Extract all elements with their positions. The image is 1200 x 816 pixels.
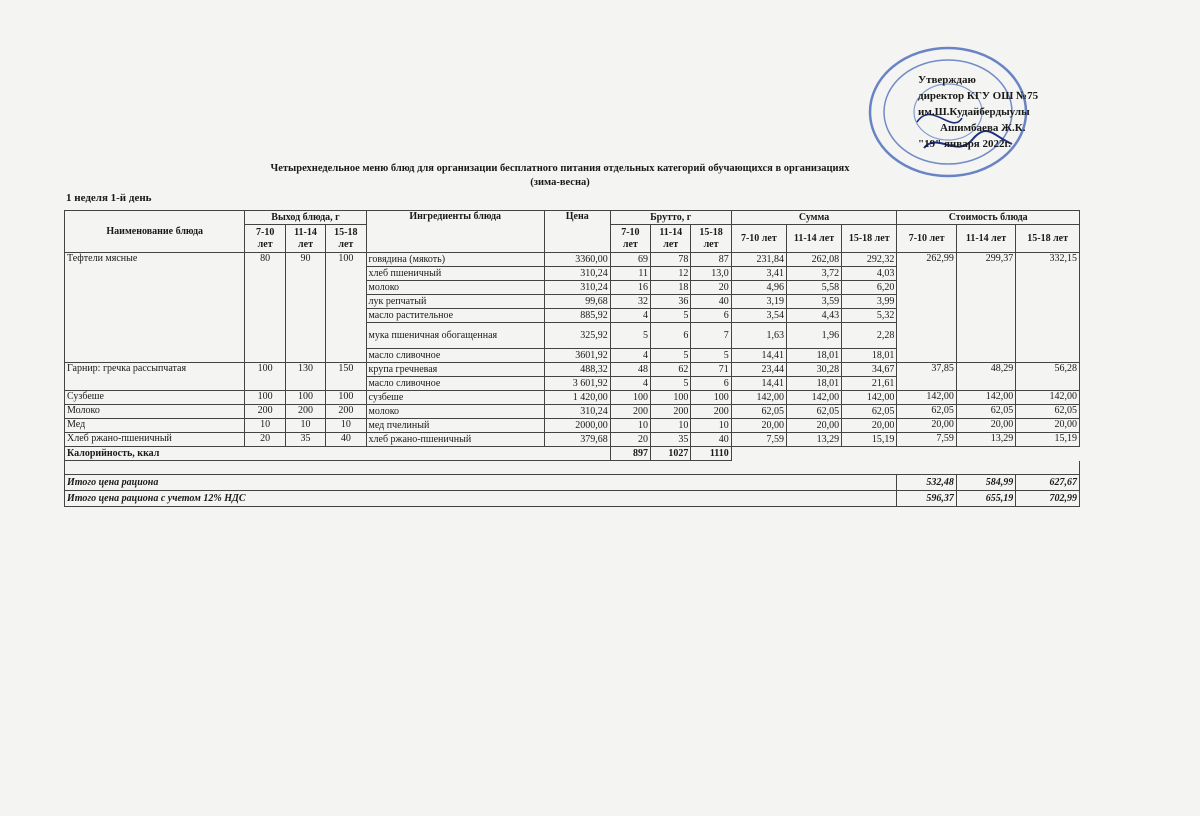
ingredient-brutto: 10: [610, 419, 650, 433]
ingredient-price: 325,92: [544, 323, 610, 349]
ingredient-brutto: 4: [610, 377, 650, 391]
ingredient-price: 310,24: [544, 405, 610, 419]
ingredient-brutto: 4: [610, 349, 650, 363]
dish-output: 130: [285, 363, 325, 391]
week-label: 1 неделя 1-й день: [66, 192, 152, 204]
ingredient-brutto: 5: [610, 323, 650, 349]
ingredient-sum: 142,00: [786, 391, 841, 405]
ingredient-brutto: 10: [691, 419, 731, 433]
ingredient-sum: 14,41: [731, 377, 786, 391]
ingredient-sum: 3,54: [731, 309, 786, 323]
header-sum: Сумма: [731, 211, 897, 225]
ingredient-sum: 262,08: [786, 253, 841, 267]
dish-output: 200: [245, 405, 285, 419]
table-row: [65, 405, 1080, 419]
ingredient-brutto: 18: [651, 281, 691, 295]
ingredient-brutto: 78: [651, 253, 691, 267]
total-label: Итого цена рациона с учетом 12% НДС: [65, 491, 897, 507]
ingredient-name: крупа гречневая: [366, 363, 544, 377]
header-output: Выход блюда, г: [245, 211, 366, 225]
header-age: 11-14 лет: [285, 225, 325, 253]
ingredient-brutto: 20: [691, 281, 731, 295]
ingredient-sum: 23,44: [731, 363, 786, 377]
ingredient-price: 2000,00: [544, 419, 610, 433]
ingredient-price: 310,24: [544, 281, 610, 295]
dish-output: 20: [245, 433, 285, 447]
ingredient-sum: 20,00: [786, 419, 841, 433]
ingredient-brutto: 62: [651, 363, 691, 377]
ingredient-sum: 5,32: [842, 309, 897, 323]
header-age: 7-10 лет: [245, 225, 285, 253]
ingredient-brutto: 69: [610, 253, 650, 267]
header-age: 7-10 лет: [731, 225, 786, 253]
ingredient-price: 310,24: [544, 267, 610, 281]
ingredient-name: хлеб пшеничный: [366, 267, 544, 281]
ingredient-sum: 3,72: [786, 267, 841, 281]
header-age: 7-10 лет: [897, 225, 956, 253]
ingredient-brutto: 100: [610, 391, 650, 405]
header-age: 15-18 лет: [691, 225, 731, 253]
ingredient-brutto: 5: [651, 349, 691, 363]
table-row: [65, 433, 1080, 447]
dish-output: 35: [285, 433, 325, 447]
ingredient-price: 1 420,00: [544, 391, 610, 405]
total-value: 702,99: [1016, 491, 1080, 507]
ingredient-brutto: 6: [691, 309, 731, 323]
ingredient-sum: 4,43: [786, 309, 841, 323]
header-age: 15-18 лет: [326, 225, 366, 253]
ingredient-sum: 5,58: [786, 281, 841, 295]
ingredient-sum: 4,03: [842, 267, 897, 281]
ingredient-sum: 15,19: [842, 433, 897, 447]
dish-output: 80: [245, 253, 285, 363]
dish-cost: 62,05: [897, 405, 956, 419]
calories-label: Калорийность, ккал: [65, 447, 611, 461]
dish-cost: 142,00: [956, 391, 1015, 405]
ingredient-sum: 13,29: [786, 433, 841, 447]
dish-output: 100: [326, 253, 366, 363]
ingredient-brutto: 40: [691, 295, 731, 309]
approval-line: Ашимбаева Ж.К.: [940, 122, 1026, 134]
dish-cost: 20,00: [897, 419, 956, 433]
empty-cell: [731, 447, 1079, 461]
total-value: 627,67: [1016, 475, 1080, 491]
calories-row: [65, 447, 1080, 461]
header-age: 15-18 лет: [1016, 225, 1080, 253]
ingredient-sum: 18,01: [842, 349, 897, 363]
title-subline: (зима-весна): [530, 177, 590, 188]
header-age: 11-14 лет: [956, 225, 1015, 253]
header-brutto: Брутто, г: [610, 211, 731, 225]
ingredient-sum: 3,99: [842, 295, 897, 309]
ingredient-sum: 7,59: [731, 433, 786, 447]
total-value: 532,48: [897, 475, 956, 491]
total-value: 584,99: [956, 475, 1015, 491]
table-header: [65, 211, 1080, 253]
header-price: Цена: [544, 211, 610, 253]
dish-output: 10: [326, 419, 366, 433]
total-row: [65, 491, 1080, 507]
header-dish: Наименование блюда: [65, 211, 245, 253]
ingredient-name: мука пшеничная обогащенная: [366, 323, 544, 349]
ingredient-sum: 62,05: [731, 405, 786, 419]
ingredient-name: сузбеше: [366, 391, 544, 405]
ingredient-brutto: 87: [691, 253, 731, 267]
ingredient-brutto: 48: [610, 363, 650, 377]
ingredient-name: молоко: [366, 281, 544, 295]
ingredient-sum: 18,01: [786, 377, 841, 391]
ingredient-name: масло сливочное: [366, 377, 544, 391]
title-line: Четырехнедельное меню блюд для организации бесплатного питания отдельных категорий обучающихся в организациях: [270, 163, 850, 174]
ingredient-sum: 3,41: [731, 267, 786, 281]
dish-cost: 262,99: [897, 253, 956, 363]
ingredient-sum: 231,84: [731, 253, 786, 267]
header-age: 11-14 лет: [786, 225, 841, 253]
spacer-row: [65, 461, 1080, 475]
ingredient-brutto: 100: [651, 391, 691, 405]
menu-table: [64, 210, 1080, 507]
dish-cost: 62,05: [956, 405, 1015, 419]
dish-output: 10: [285, 419, 325, 433]
dish-name: Хлеб ржано-пшеничный: [65, 433, 245, 447]
ingredient-sum: 34,67: [842, 363, 897, 377]
ingredient-name: масло сливочное: [366, 349, 544, 363]
ingredient-name: лук репчатый: [366, 295, 544, 309]
ingredient-brutto: 13,0: [691, 267, 731, 281]
table-row: [65, 253, 1080, 267]
ingredient-price: 3360,00: [544, 253, 610, 267]
dish-name: Гарнир: гречка рассыпчатая: [65, 363, 245, 391]
ingredient-brutto: 5: [651, 377, 691, 391]
dish-cost: 48,29: [956, 363, 1015, 391]
ingredient-name: говядина (мякоть): [366, 253, 544, 267]
dish-cost: 15,19: [1016, 433, 1080, 447]
ingredient-brutto: 12: [651, 267, 691, 281]
ingredient-sum: 292,32: [842, 253, 897, 267]
dish-output: 90: [285, 253, 325, 363]
dish-output: 200: [326, 405, 366, 419]
dish-cost: 37,85: [897, 363, 956, 391]
ingredient-brutto: 71: [691, 363, 731, 377]
dish-cost: 7,59: [897, 433, 956, 447]
ingredient-sum: 3,19: [731, 295, 786, 309]
ingredient-price: 3601,92: [544, 349, 610, 363]
ingredient-brutto: 11: [610, 267, 650, 281]
dish-cost: 62,05: [1016, 405, 1080, 419]
dish-cost: 142,00: [1016, 391, 1080, 405]
ingredient-brutto: 200: [691, 405, 731, 419]
approval-line: "19" января 2022г.: [918, 138, 1012, 150]
ingredient-brutto: 5: [651, 309, 691, 323]
total-label: Итого цена рациона: [65, 475, 897, 491]
ingredient-sum: 2,28: [842, 323, 897, 349]
ingredient-brutto: 36: [651, 295, 691, 309]
ingredient-brutto: 6: [651, 323, 691, 349]
calories-value: 1027: [651, 447, 691, 461]
ingredient-brutto: 32: [610, 295, 650, 309]
ingredient-sum: 142,00: [731, 391, 786, 405]
total-row: [65, 475, 1080, 491]
header-age: 15-18 лет: [842, 225, 897, 253]
dish-name: Сузбеше: [65, 391, 245, 405]
dish-cost: 20,00: [1016, 419, 1080, 433]
total-value: 596,37: [897, 491, 956, 507]
dish-cost: 56,28: [1016, 363, 1080, 391]
calories-value: 1110: [691, 447, 731, 461]
total-value: 655,19: [956, 491, 1015, 507]
ingredient-brutto: 10: [651, 419, 691, 433]
ingredient-name: молоко: [366, 405, 544, 419]
dish-output: 100: [245, 391, 285, 405]
table-row: [65, 391, 1080, 405]
ingredient-sum: 6,20: [842, 281, 897, 295]
dish-cost: 20,00: [956, 419, 1015, 433]
ingredient-sum: 142,00: [842, 391, 897, 405]
ingredient-brutto: 40: [691, 433, 731, 447]
header-ingredients: Ингредиенты блюда: [366, 211, 544, 253]
ingredient-name: мед пчелиный: [366, 419, 544, 433]
ingredient-brutto: 6: [691, 377, 731, 391]
ingredient-brutto: 16: [610, 281, 650, 295]
ingredient-sum: 20,00: [731, 419, 786, 433]
ingredient-sum: 14,41: [731, 349, 786, 363]
ingredient-brutto: 200: [651, 405, 691, 419]
page-title: [140, 162, 980, 190]
dish-output: 150: [326, 363, 366, 391]
approval-line: им.Ш.Кудайбердыулы: [918, 106, 1030, 118]
header-cost: Стоимость блюда: [897, 211, 1080, 225]
header-age: 11-14 лет: [651, 225, 691, 253]
ingredient-sum: 30,28: [786, 363, 841, 377]
dish-name: Мед: [65, 419, 245, 433]
ingredient-sum: 21,61: [842, 377, 897, 391]
ingredient-price: 3 601,92: [544, 377, 610, 391]
dish-cost: 142,00: [897, 391, 956, 405]
dish-output: 100: [285, 391, 325, 405]
ingredient-brutto: 100: [691, 391, 731, 405]
ingredient-brutto: 20: [610, 433, 650, 447]
ingredient-name: хлеб ржано-пшеничный: [366, 433, 544, 447]
calories-value: 897: [610, 447, 650, 461]
ingredient-sum: 4,96: [731, 281, 786, 295]
ingredient-sum: 1,63: [731, 323, 786, 349]
ingredient-price: 488,32: [544, 363, 610, 377]
dish-name: Тефтели мясные: [65, 253, 245, 363]
ingredient-sum: 20,00: [842, 419, 897, 433]
dish-cost: 299,37: [956, 253, 1015, 363]
dish-cost: 13,29: [956, 433, 1015, 447]
ingredient-price: 379,68: [544, 433, 610, 447]
ingredient-name: масло растительное: [366, 309, 544, 323]
ingredient-brutto: 35: [651, 433, 691, 447]
ingredient-sum: 3,59: [786, 295, 841, 309]
dish-output: 200: [285, 405, 325, 419]
dish-output: 10: [245, 419, 285, 433]
dish-name: Молоко: [65, 405, 245, 419]
dish-output: 100: [245, 363, 285, 391]
approval-line: директор КГУ ОШ №75: [918, 90, 1039, 102]
ingredient-sum: 1,96: [786, 323, 841, 349]
table-row: [65, 419, 1080, 433]
ingredient-sum: 62,05: [786, 405, 841, 419]
ingredient-price: 885,92: [544, 309, 610, 323]
ingredient-brutto: 7: [691, 323, 731, 349]
dish-output: 40: [326, 433, 366, 447]
ingredient-sum: 18,01: [786, 349, 841, 363]
approval-line: Утверждаю: [918, 74, 976, 86]
table-body: [65, 253, 1080, 507]
approval-block: [918, 72, 1118, 152]
dish-cost: 332,15: [1016, 253, 1080, 363]
table-row: [65, 363, 1080, 377]
ingredient-price: 99,68: [544, 295, 610, 309]
spacer-cell: [65, 461, 1080, 475]
header-age: 7-10 лет: [610, 225, 650, 253]
dish-output: 100: [326, 391, 366, 405]
ingredient-brutto: 5: [691, 349, 731, 363]
ingredient-brutto: 4: [610, 309, 650, 323]
ingredient-brutto: 200: [610, 405, 650, 419]
ingredient-sum: 62,05: [842, 405, 897, 419]
